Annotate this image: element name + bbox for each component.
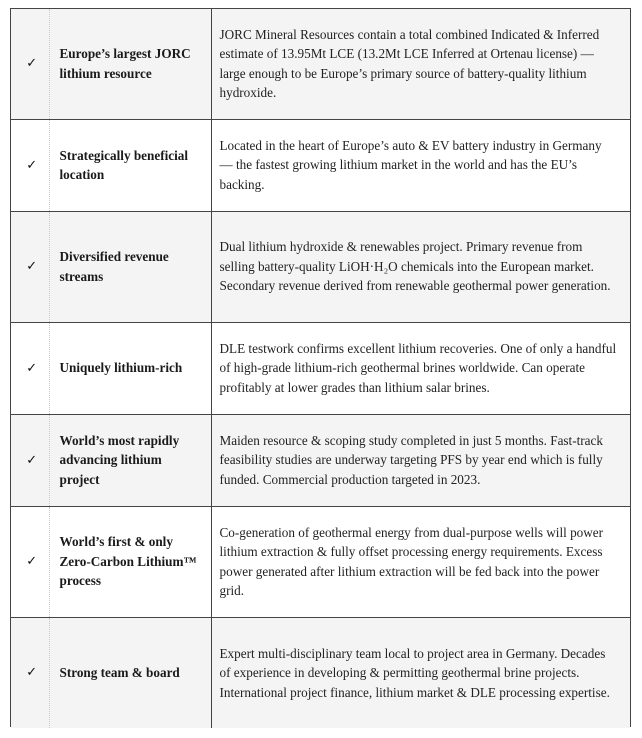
highlights-grid [11,9,630,728]
row-title: World’s most rapidly advancing lithium project [49,414,211,506]
checkmark-icon: ✓ [11,211,49,322]
checkmark-icon: ✓ [11,617,49,728]
row-description: Maiden resource & scoping study completed in just 5 months. Fast-track feasibility studies are underway targeting PFS by year end which is fully funded. Commercial production targeted in 2023. [211,414,630,506]
checkmark-icon: ✓ [11,506,49,617]
row-description: JORC Mineral Resources contain a total combined Indicated & Inferred estimate of 13.95Mt LCE (13.2Mt LCE Inferred at Ortenau license) — large enough to be Europe’s primary source of battery-quality lithium hydroxide. [211,9,630,119]
row-description: Co-generation of geothermal energy from dual-purpose wells will power lithium extraction & fully offset processing energy requirements. Excess power generated after lithium extraction will be fed back into the power grid. [211,506,630,617]
table-row [11,414,630,506]
row-title: Diversified revenue streams [49,211,211,322]
row-title: World’s first & only Zero-Carbon Lithium™ process [49,506,211,617]
table-row [11,506,630,617]
table-row [11,617,630,728]
checkmark-icon: ✓ [11,9,49,119]
row-description: Located in the heart of Europe’s auto & EV battery industry in Germany — the fastest growing lithium market in the world and has the EU’s backing. [211,119,630,211]
row-title: Strong team & board [49,617,211,728]
table-row [11,211,630,322]
row-title: Uniquely lithium-rich [49,322,211,414]
checkmark-icon: ✓ [11,119,49,211]
table-row [11,119,630,211]
checkmark-icon: ✓ [11,414,49,506]
table-row [11,322,630,414]
checkmark-icon: ✓ [11,322,49,414]
table-row [11,9,630,119]
highlights-table [10,8,631,727]
row-description: Dual lithium hydroxide & renewables project. Primary revenue from selling battery-quality LiOH·H₂O chemicals into the European market. Secondary revenue derived from renewable geothermal power generation. [211,211,630,322]
row-description: DLE testwork confirms excellent lithium recoveries. One of only a handful of high-grade lithium-rich geothermal brines worldwide. Can operate profitably at lower grades than lithium salar brines. [211,322,630,414]
row-title: Strategically beneficial location [49,119,211,211]
row-title: Europe’s largest JORC lithium resource [49,9,211,119]
row-description: Expert multi-disciplinary team local to project area in Germany. Decades of experience in developing & permitting geothermal brine projects. International project finance, lithium market & DLE processing expertise. [211,617,630,728]
